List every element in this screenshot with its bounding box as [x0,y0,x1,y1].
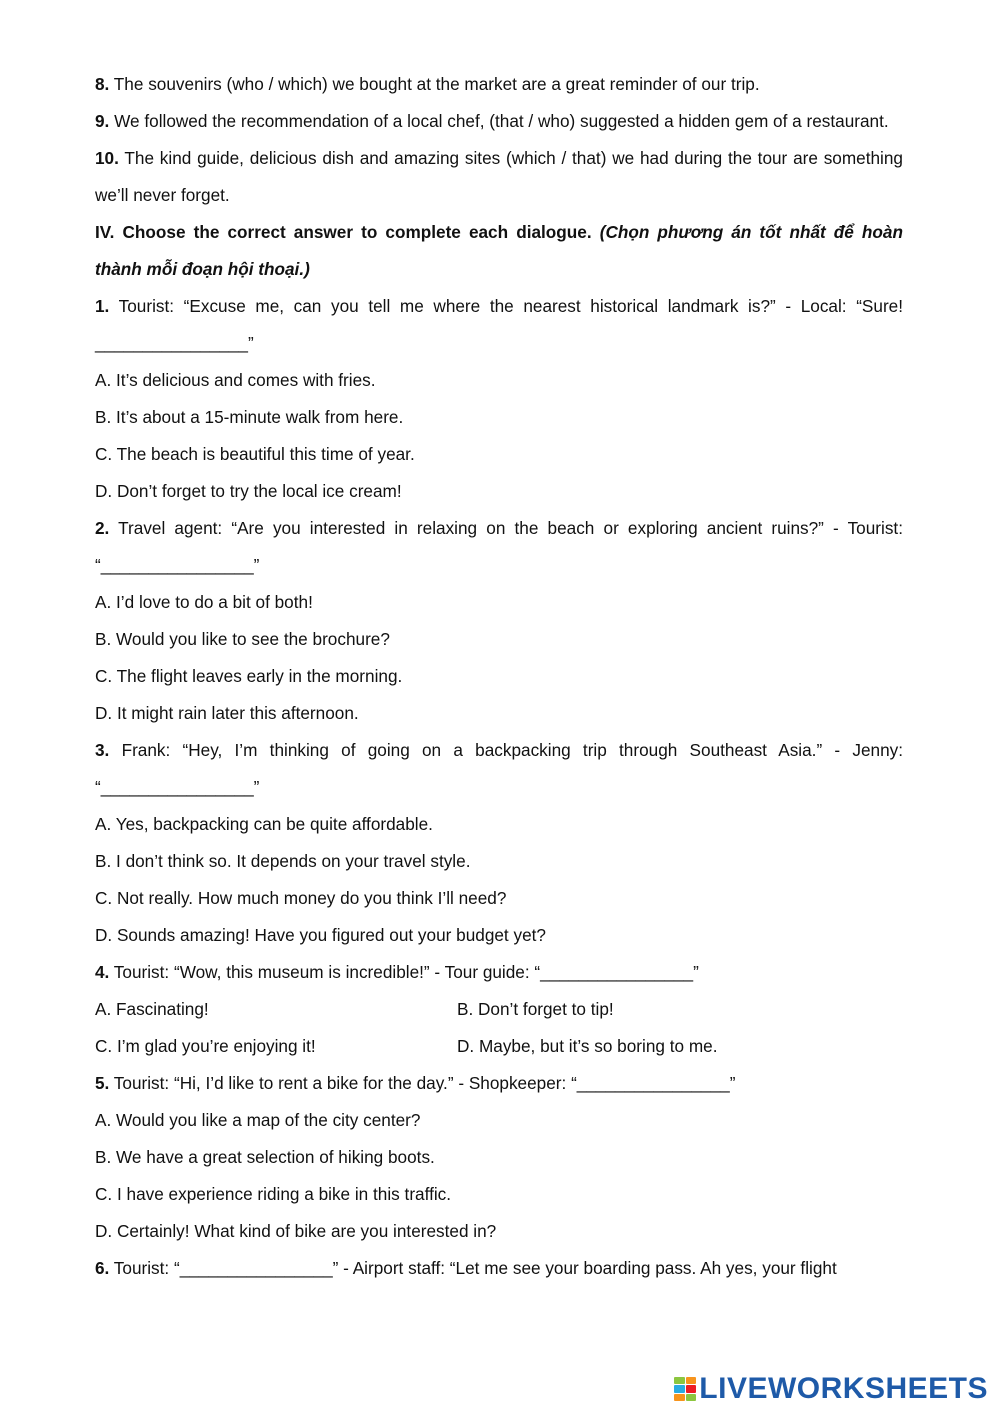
question-number: 6. [95,1258,110,1278]
option-5d[interactable]: D. Certainly! What kind of bike are you interested in? [95,1221,497,1241]
question-text: Tourist: “Excuse me, can you tell me where the nearest historical landmark is?” - Local: “Sure! ________________” [95,296,903,353]
question-number: 2. [95,518,110,538]
option-1d[interactable]: D. Don’t forget to try the local ice cream! [95,481,402,501]
question-text: Tourist: “________________” - Airport staff: “Let me see your boarding pass. Ah yes, your flight [109,1258,837,1278]
item-text: The souvenirs (who / which) we bought at the market are a great reminder of our trip. [109,74,760,94]
option-5c[interactable]: C. I have experience riding a bike in this traffic. [95,1184,452,1204]
liveworksheets-brand: LIVEWORKSHEETS [699,1372,988,1405]
item-8 [95,66,903,103]
option-2b[interactable]: B. Would you like to see the brochure? [95,629,390,649]
option-1a[interactable]: A. It’s delicious and comes with fries. [95,370,376,390]
option-2c[interactable]: C. The flight leaves early in the morning. [95,666,403,686]
question-5 [95,1065,903,1102]
option-4d[interactable]: D. Maybe, but it’s so boring to me. [457,1036,718,1056]
question-2 [95,510,903,584]
question-text: Frank: “Hey, I’m thinking of going on a backpacking trip through Southeast Asia.” - Jenny: “________________” [95,740,903,797]
question-text: Tourist: “Wow, this museum is incredible!” - Tour guide: “________________” [109,962,699,982]
item-10 [95,140,903,214]
question-number: 4. [95,962,110,982]
item-number: 8. [95,74,110,94]
option-1c[interactable]: C. The beach is beautiful this time of year. [95,444,415,464]
item-number: 9. [95,111,110,131]
item-text: The kind guide, delicious dish and amazing sites (which / that) we had during the tour are something we’ll never forget. [95,148,903,205]
option-5b[interactable]: B. We have a great selection of hiking boots. [95,1147,435,1167]
option-2d[interactable]: D. It might rain later this afternoon. [95,703,359,723]
option-5a[interactable]: A. Would you like a map of the city center? [95,1110,421,1130]
question-number: 1. [95,296,110,316]
option-3b[interactable]: B. I don’t think so. It depends on your travel style. [95,851,471,871]
option-3c[interactable]: C. Not really. How much money do you think I’ll need? [95,888,507,908]
question-text: Travel agent: “Are you interested in relaxing on the beach or exploring ancient ruins?” - Tourist: “________________” [95,518,903,575]
question-1 [95,288,903,362]
section-iv-heading [95,214,903,288]
worksheet-content [95,66,903,1287]
option-row-4cd [95,1028,903,1065]
option-row-4ab [95,991,903,1028]
question-number: 5. [95,1073,110,1093]
question-6 [95,1250,903,1287]
option-4c[interactable]: C. I’m glad you’re enjoying it! [95,1036,316,1056]
option-2a[interactable]: A. I’d love to do a bit of both! [95,592,313,612]
item-9 [95,103,903,140]
liveworksheets-logo-icon [674,1377,696,1401]
option-1b[interactable]: B. It’s about a 15-minute walk from here. [95,407,404,427]
liveworksheets-footer [674,1373,988,1405]
option-4a[interactable]: A. Fascinating! [95,999,209,1019]
option-3d[interactable]: D. Sounds amazing! Have you figured out your budget yet? [95,925,546,945]
option-4b[interactable]: B. Don’t forget to tip! [457,999,614,1019]
section-subtitle: (Chọn phương án tốt nhất để hoàn thành mỗi đoạn hội thoại.) [95,222,903,279]
question-text: Tourist: “Hi, I’d like to rent a bike for the day.” - Shopkeeper: “________________” [109,1073,736,1093]
section-title: IV. Choose the correct answer to complete each dialogue. [95,222,592,242]
question-4 [95,954,903,991]
option-3a[interactable]: A. Yes, backpacking can be quite affordable. [95,814,433,834]
item-text: We followed the recommendation of a local chef, (that / who) suggested a hidden gem of a restaurant. [109,111,889,131]
question-3 [95,732,903,806]
item-number: 10. [95,148,119,168]
question-number: 3. [95,740,110,760]
